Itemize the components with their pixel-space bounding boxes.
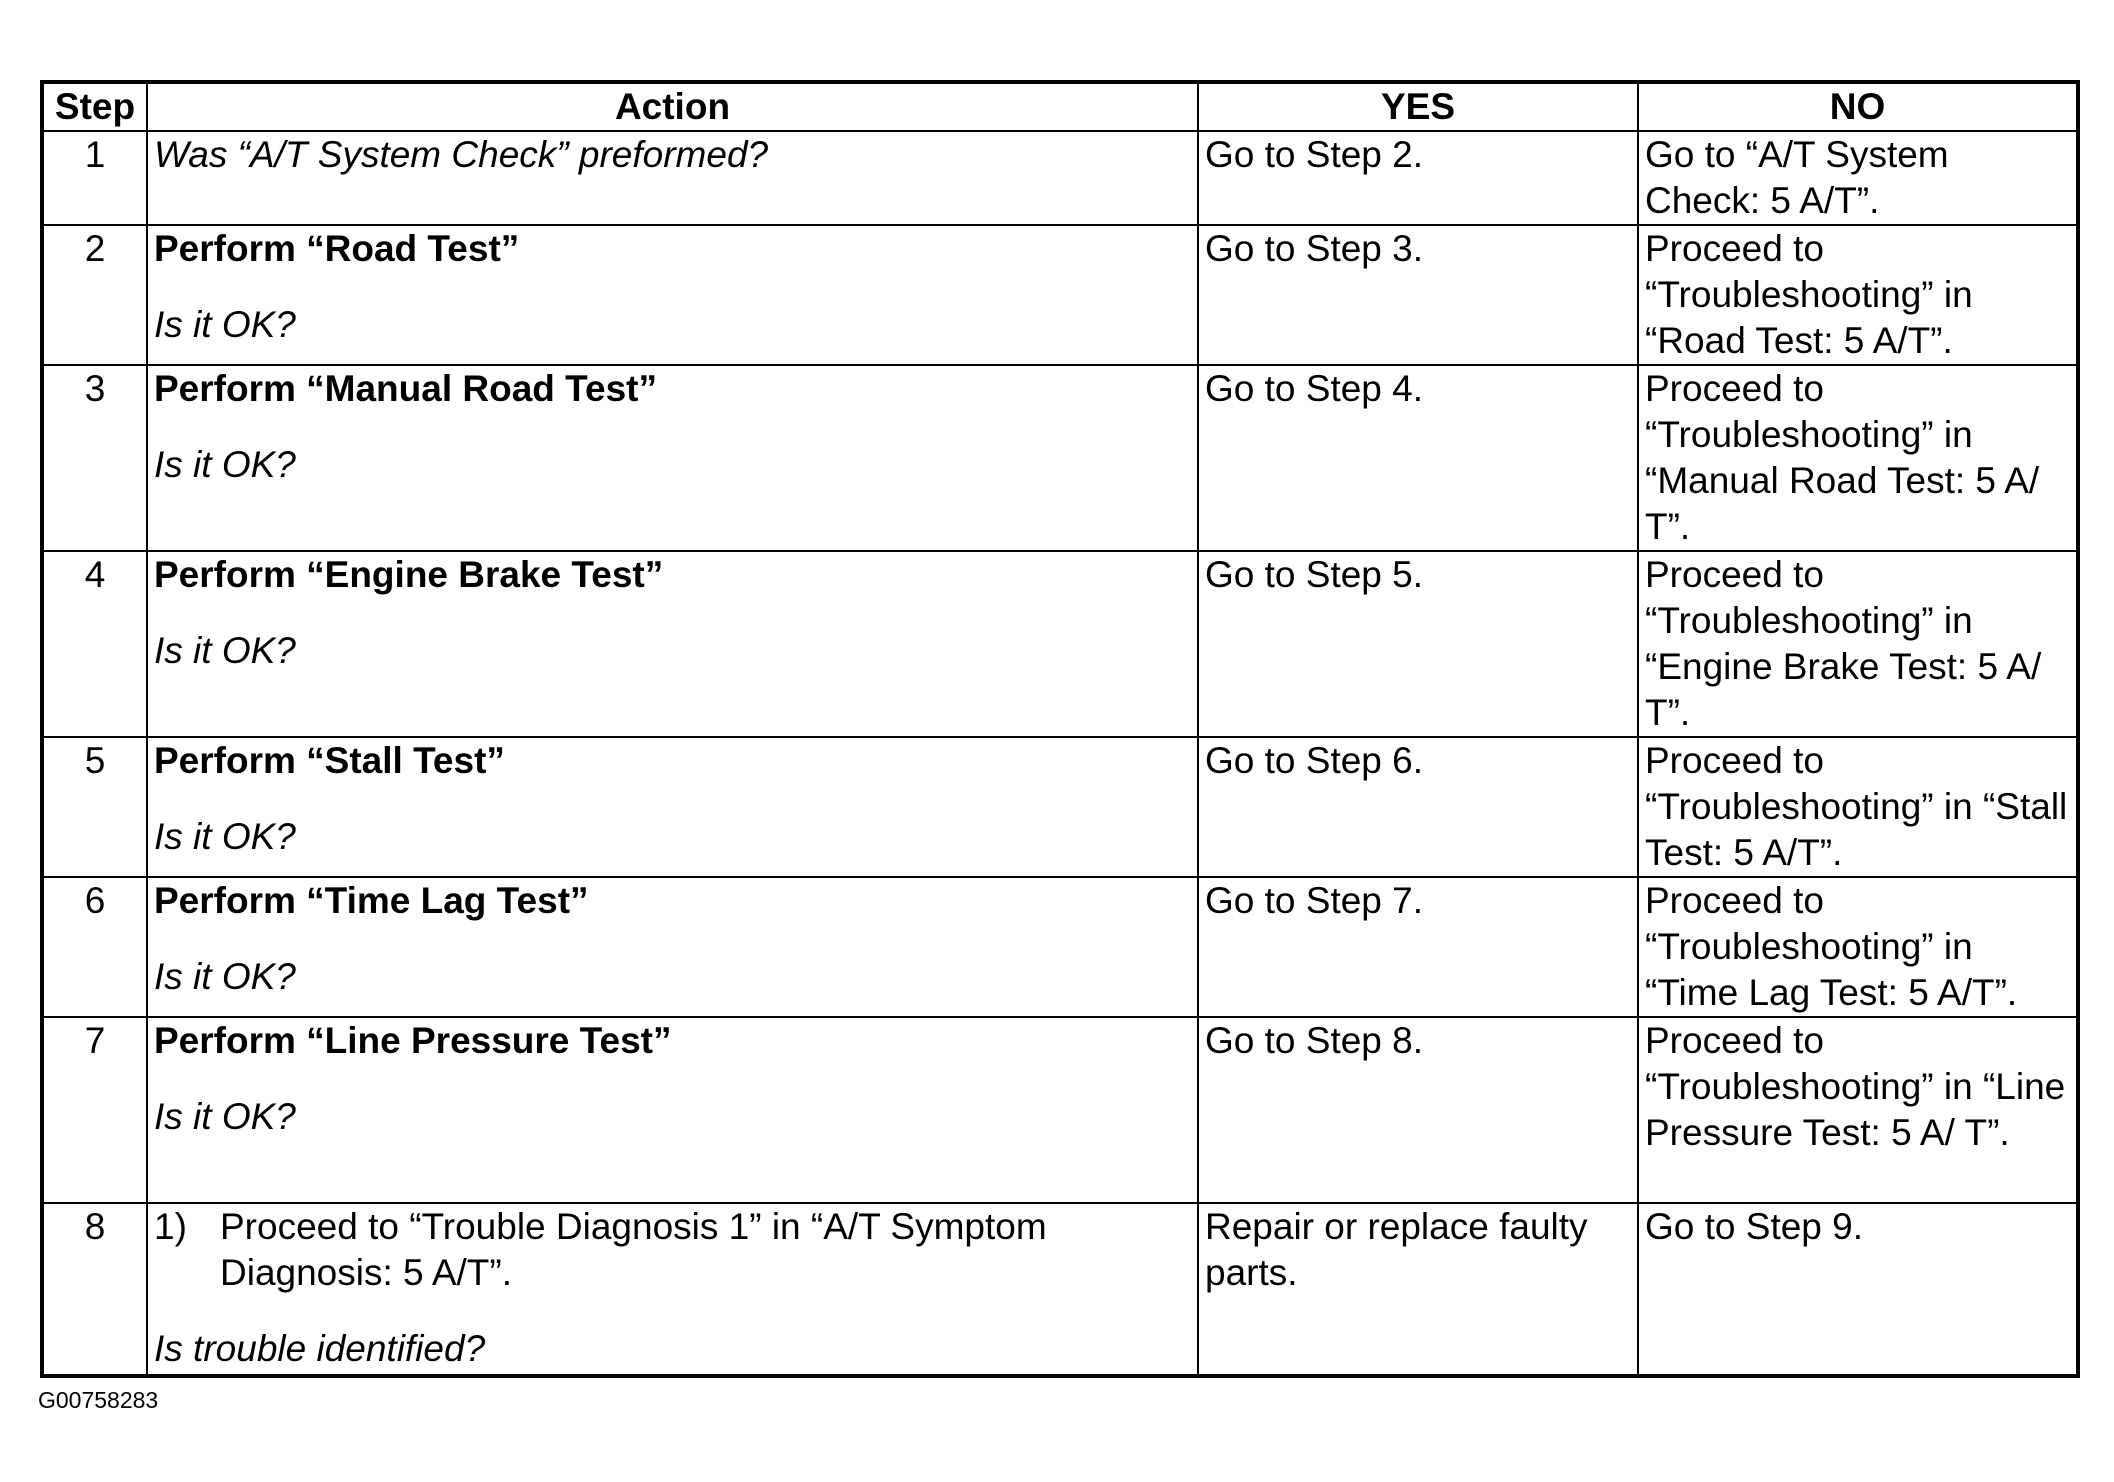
action-question: Is it OK? xyxy=(154,956,296,997)
table-row xyxy=(42,737,2078,877)
action-title: Perform “Manual Road Test” xyxy=(154,368,658,409)
no-cell: Proceed to “Troubleshooting” in “Line Pressure Test: 5 A/ T”. xyxy=(1638,1017,2078,1203)
action-cell xyxy=(147,877,1198,1017)
item-text: Proceed to “Trouble Diagnosis 1” in “A/T Symptom Diagnosis: 5 A/T”. xyxy=(220,1206,1047,1293)
table-row xyxy=(42,365,2078,551)
yes-cell: Go to Step 4. xyxy=(1198,365,1638,551)
no-cell: Go to “A/T System Check: 5 A/T”. xyxy=(1638,131,2078,225)
action-title: Perform “Engine Brake Test” xyxy=(154,554,664,595)
step-number: 4 xyxy=(42,551,147,737)
table-header-row xyxy=(42,82,2078,131)
no-cell: Proceed to “Troubleshooting” in “Stall Test: 5 A/T”. xyxy=(1638,737,2078,877)
action-cell xyxy=(147,225,1198,365)
table-row xyxy=(42,1203,2078,1376)
action-question: Is trouble identified? xyxy=(154,1328,486,1369)
header-no: NO xyxy=(1638,82,2078,131)
step-number: 2 xyxy=(42,225,147,365)
action-cell xyxy=(147,551,1198,737)
action-cell xyxy=(147,1203,1198,1376)
table-row xyxy=(42,225,2078,365)
table-row xyxy=(42,1017,2078,1203)
no-cell: Go to Step 9. xyxy=(1638,1203,2078,1376)
step-number: 7 xyxy=(42,1017,147,1203)
table-row xyxy=(42,551,2078,737)
step-number: 3 xyxy=(42,365,147,551)
item-number: 1) xyxy=(154,1206,187,1247)
header-action: Action xyxy=(147,82,1198,131)
action-question: Is it OK? xyxy=(154,444,296,485)
step-number: 1 xyxy=(42,131,147,225)
figure-code: G00758283 xyxy=(38,1387,159,1413)
action-question: Is it OK? xyxy=(154,1096,296,1137)
action-title: Perform “Stall Test” xyxy=(154,740,505,781)
action-title: Perform “Line Pressure Test” xyxy=(154,1020,672,1061)
action-title: Perform “Time Lag Test” xyxy=(154,880,589,921)
step-number: 8 xyxy=(42,1203,147,1376)
action-question: Is it OK? xyxy=(154,816,296,857)
action-question: Was “A/T System Check” preformed? xyxy=(154,134,769,175)
no-cell: Proceed to “Troubleshooting” in “Road Test: 5 A/T”. xyxy=(1638,225,2078,365)
yes-cell: Repair or replace faulty parts. xyxy=(1198,1203,1638,1376)
yes-cell: Go to Step 5. xyxy=(1198,551,1638,737)
numbered-action-item xyxy=(154,1204,1191,1296)
action-title: Perform “Road Test” xyxy=(154,228,520,269)
step-number: 5 xyxy=(42,737,147,877)
action-cell xyxy=(147,131,1198,225)
yes-cell: Go to Step 3. xyxy=(1198,225,1638,365)
table-row xyxy=(42,877,2078,1017)
action-cell xyxy=(147,365,1198,551)
diagnostic-steps-table xyxy=(40,80,2080,1378)
header-step: Step xyxy=(42,82,147,131)
no-cell: Proceed to “Troubleshooting” in “Time Lag Test: 5 A/T”. xyxy=(1638,877,2078,1017)
table-row xyxy=(42,131,2078,225)
no-cell: Proceed to “Troubleshooting” in “Manual Road Test: 5 A/ T”. xyxy=(1638,365,2078,551)
step-number: 6 xyxy=(42,877,147,1017)
yes-cell: Go to Step 2. xyxy=(1198,131,1638,225)
action-cell xyxy=(147,737,1198,877)
no-cell: Proceed to “Troubleshooting” in “Engine Brake Test: 5 A/ T”. xyxy=(1638,551,2078,737)
yes-cell: Go to Step 8. xyxy=(1198,1017,1638,1203)
header-yes: YES xyxy=(1198,82,1638,131)
action-cell xyxy=(147,1017,1198,1203)
action-question: Is it OK? xyxy=(154,630,296,671)
yes-cell: Go to Step 6. xyxy=(1198,737,1638,877)
action-question: Is it OK? xyxy=(154,304,296,345)
yes-cell: Go to Step 7. xyxy=(1198,877,1638,1017)
